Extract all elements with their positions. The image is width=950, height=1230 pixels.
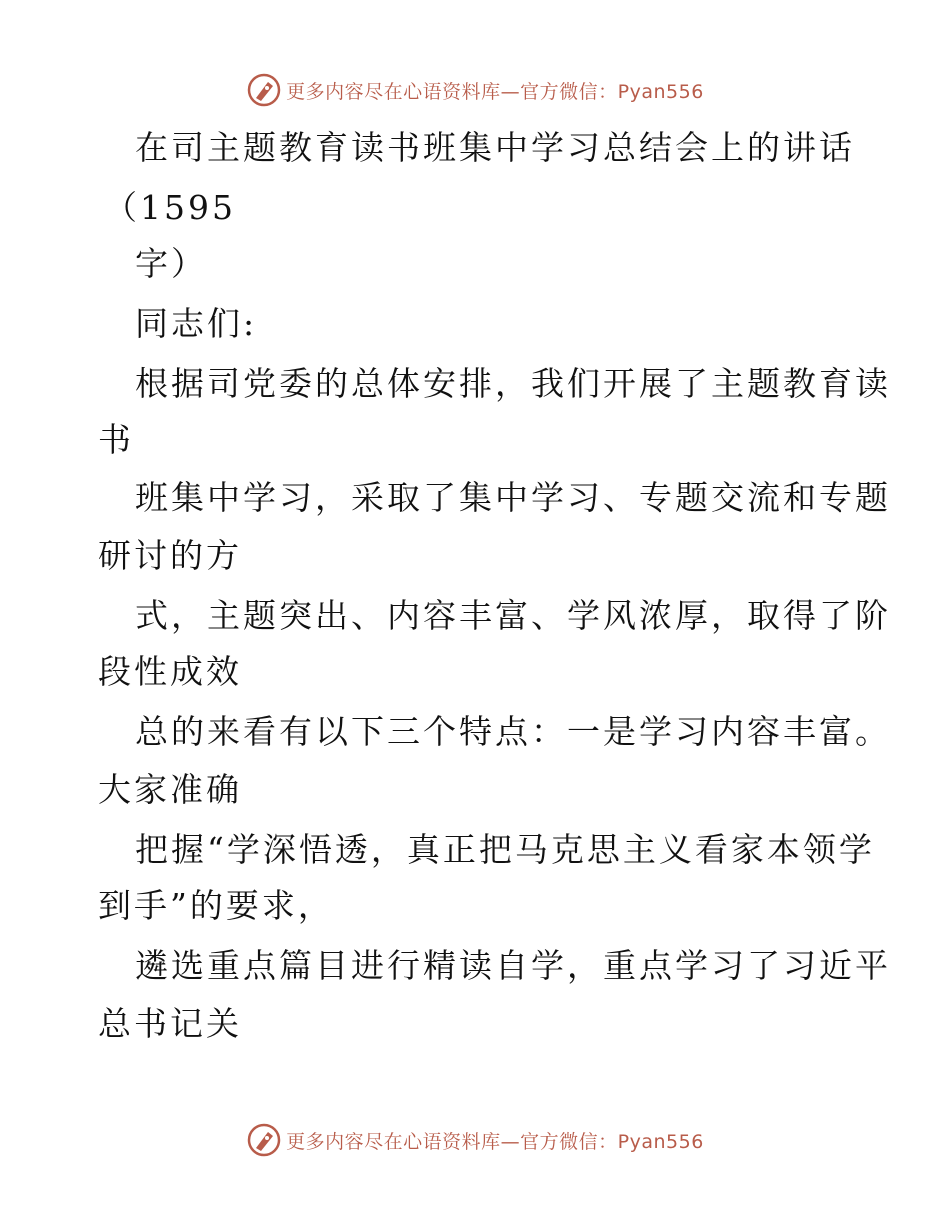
text-line: 班集中学习，采取了集中学习、专题交流和专题: [135, 478, 891, 517]
document-title: 在司主题教育读书班集中学习总结会上的讲话: [135, 128, 855, 167]
watermark-header: [0, 70, 950, 110]
text-line: （1595: [104, 188, 236, 227]
text-line: 大家准确: [98, 770, 242, 809]
text-line: 段性成效: [98, 652, 242, 691]
text-line: 总书记关: [98, 1004, 242, 1043]
salutation: 同志们:: [135, 304, 258, 343]
watermark-text: 更多内容尽在心语资料库—官方微信：Pyan556: [286, 1130, 704, 1153]
watermark-footer: [0, 1120, 950, 1160]
text-line: 到手”的要求，: [98, 886, 334, 925]
text-line: 书: [98, 420, 134, 459]
watermark-text: 更多内容尽在心语资料库—官方微信：Pyan556: [286, 80, 704, 103]
text-line: 总的来看有以下三个特点：一是学习内容丰富。: [135, 712, 891, 751]
text-line: 式，主题突出、内容丰富、学风浓厚，取得了阶: [135, 596, 891, 635]
text-line: 遴选重点篇目进行精读自学，重点学习了习近平: [135, 946, 891, 985]
pen-nib-logo-icon: [246, 1122, 282, 1158]
text-line: 字）: [135, 244, 207, 283]
pen-nib-logo-icon: [246, 72, 282, 108]
text-line: 根据司党委的总体安排，我们开展了主题教育读: [135, 364, 891, 403]
text-line: 研讨的方: [98, 536, 242, 575]
text-line: 把握“学深悟透，真正把马克思主义看家本领学: [135, 830, 875, 869]
